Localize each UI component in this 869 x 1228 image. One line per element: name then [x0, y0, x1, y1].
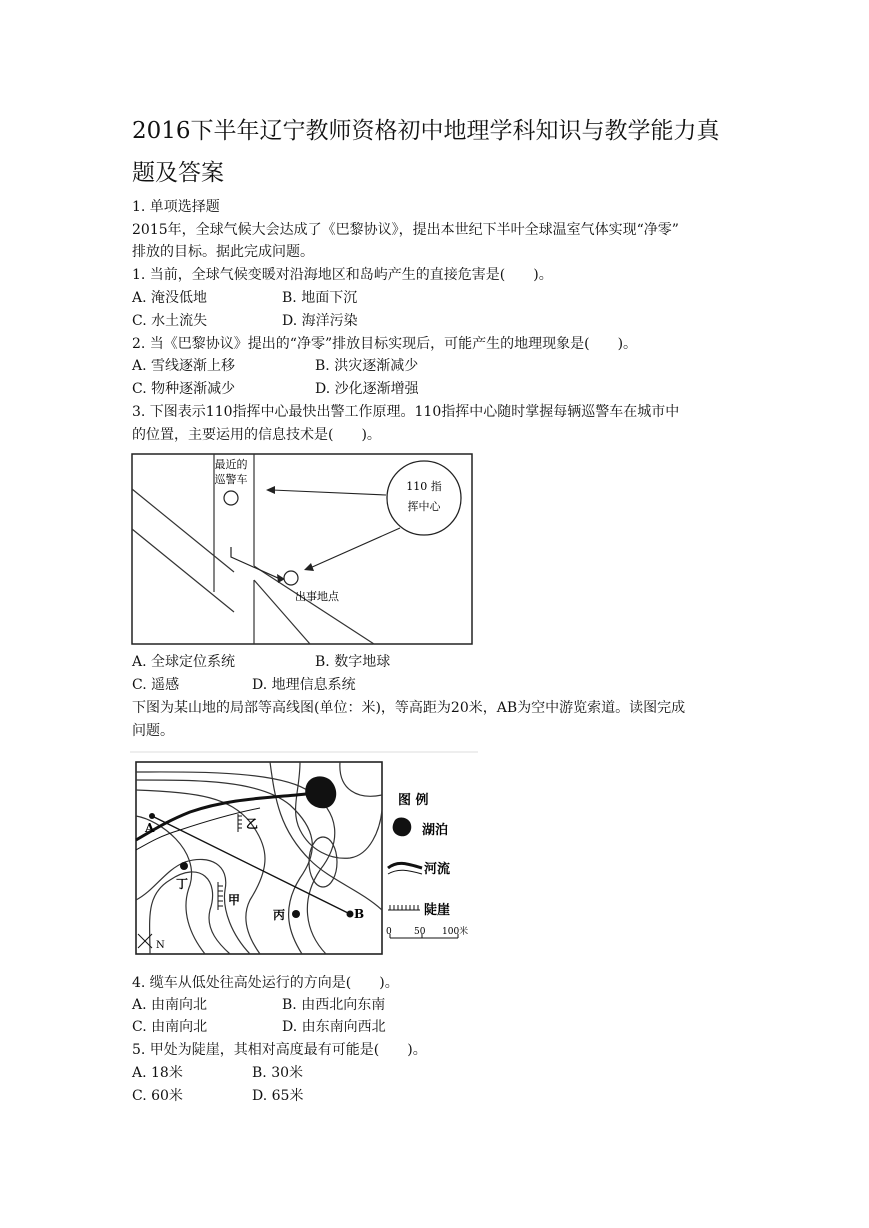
q2-stem: 2. 当《巴黎协议》提出的“净零”排放目标实现后，可能产生的地理现象是( )。 — [132, 336, 638, 352]
q4-option-c: C. 由南向北 — [132, 1019, 208, 1035]
intro-line-2: 排放的目标。据此完成问题。 — [132, 244, 314, 260]
q1-option-d: D. 海洋污染 — [282, 313, 358, 329]
svg-text:河流: 河流 — [424, 862, 451, 877]
q2-option-d: D. 沙化逐渐增强 — [315, 381, 419, 397]
q2-option-a: A. 雪线逐渐上移 — [132, 358, 236, 374]
q2-option-c: C. 物种逐渐减少 — [132, 381, 236, 397]
svg-text:0: 0 — [386, 927, 392, 937]
q2-option-b: B. 洪灾逐渐减少 — [315, 358, 419, 374]
q5-option-a: A. 18米 — [132, 1065, 183, 1081]
svg-text:出事地点: 出事地点 — [295, 590, 339, 603]
svg-text:丙: 丙 — [273, 908, 286, 922]
q3-option-b: B. 数字地球 — [315, 654, 391, 670]
q5-stem: 5. 甲处为陡崖，其相对高度最有可能是( )。 — [132, 1042, 427, 1058]
section-heading: 1. 单项选择题 — [132, 199, 220, 215]
q3-option-a: A. 全球定位系统 — [132, 654, 236, 670]
q3-option-c: C. 遥感 — [132, 677, 180, 693]
svg-text:图 例: 图 例 — [398, 793, 429, 808]
svg-text:丁: 丁 — [176, 877, 189, 891]
map-legend — [386, 792, 468, 938]
document-title-line-1: 2016下半年辽宁教师资格初中地理学科知识与教学能力真 — [132, 118, 720, 144]
svg-text:陡崖: 陡崖 — [424, 903, 451, 918]
q1-stem: 1. 当前，全球气候变暖对沿海地区和岛屿产生的直接危害是( )。 — [132, 267, 553, 283]
police-dispatch-diagram — [130, 452, 476, 648]
q1-option-c: C. 水土流失 — [132, 313, 208, 329]
svg-text:巡警车: 巡警车 — [214, 473, 248, 486]
q4-option-d: D. 由东南向西北 — [282, 1019, 386, 1035]
svg-text:110 指: 110 指 — [406, 480, 442, 493]
map-intro-line-1: 下图为某山地的局部等高线图(单位：米)，等高距为20米，AB为空中游览索道。读图完成 — [132, 700, 686, 716]
svg-text:湖泊: 湖泊 — [422, 823, 449, 838]
svg-text:最近的: 最近的 — [214, 458, 248, 471]
svg-text:N: N — [156, 940, 165, 951]
q1-option-b: B. 地面下沉 — [282, 290, 358, 306]
q5-option-c: C. 60米 — [132, 1088, 183, 1104]
q3-stem-line-1: 3. 下图表示110指挥中心最快出警工作原理。110指挥中心随时掌握每辆巡警车在城市中 — [132, 404, 680, 420]
svg-text:100米: 100米 — [442, 927, 469, 937]
q1-option-a: A. 淹没低地 — [132, 290, 208, 306]
q3-stem-line-2: 的位置，主要运用的信息技术是( )。 — [132, 427, 381, 443]
legend-cliff-icon — [388, 905, 420, 910]
dispatch-center — [387, 461, 461, 535]
q5-option-b: B. 30米 — [252, 1065, 304, 1081]
legend-river-icon — [388, 863, 422, 868]
svg-text:乙: 乙 — [246, 817, 259, 831]
legend-lake-icon — [393, 818, 412, 837]
svg-text:50: 50 — [414, 927, 426, 937]
q4-stem: 4. 缆车从低处往高处运行的方向是( )。 — [132, 975, 399, 991]
svg-text:甲: 甲 — [228, 893, 241, 907]
q4-option-a: A. 由南向北 — [132, 997, 208, 1013]
q3-option-d: D. 地理信息系统 — [252, 677, 356, 693]
contour-map — [130, 750, 480, 960]
q5-option-d: D. 65米 — [252, 1088, 304, 1104]
cliff-jia — [218, 882, 223, 910]
svg-text:挥中心: 挥中心 — [407, 500, 441, 513]
document-title-line-2: 题及答案 — [132, 160, 224, 186]
map-intro-line-2: 问题。 — [132, 723, 174, 739]
intro-line-1: 2015年，全球气候大会达成了《巴黎协议》，提出本世纪下半叶全球温室气体实现“净零” — [132, 222, 679, 238]
q4-option-b: B. 由西北向东南 — [282, 997, 386, 1013]
svg-text:A: A — [145, 821, 155, 835]
svg-text:B: B — [354, 907, 365, 921]
